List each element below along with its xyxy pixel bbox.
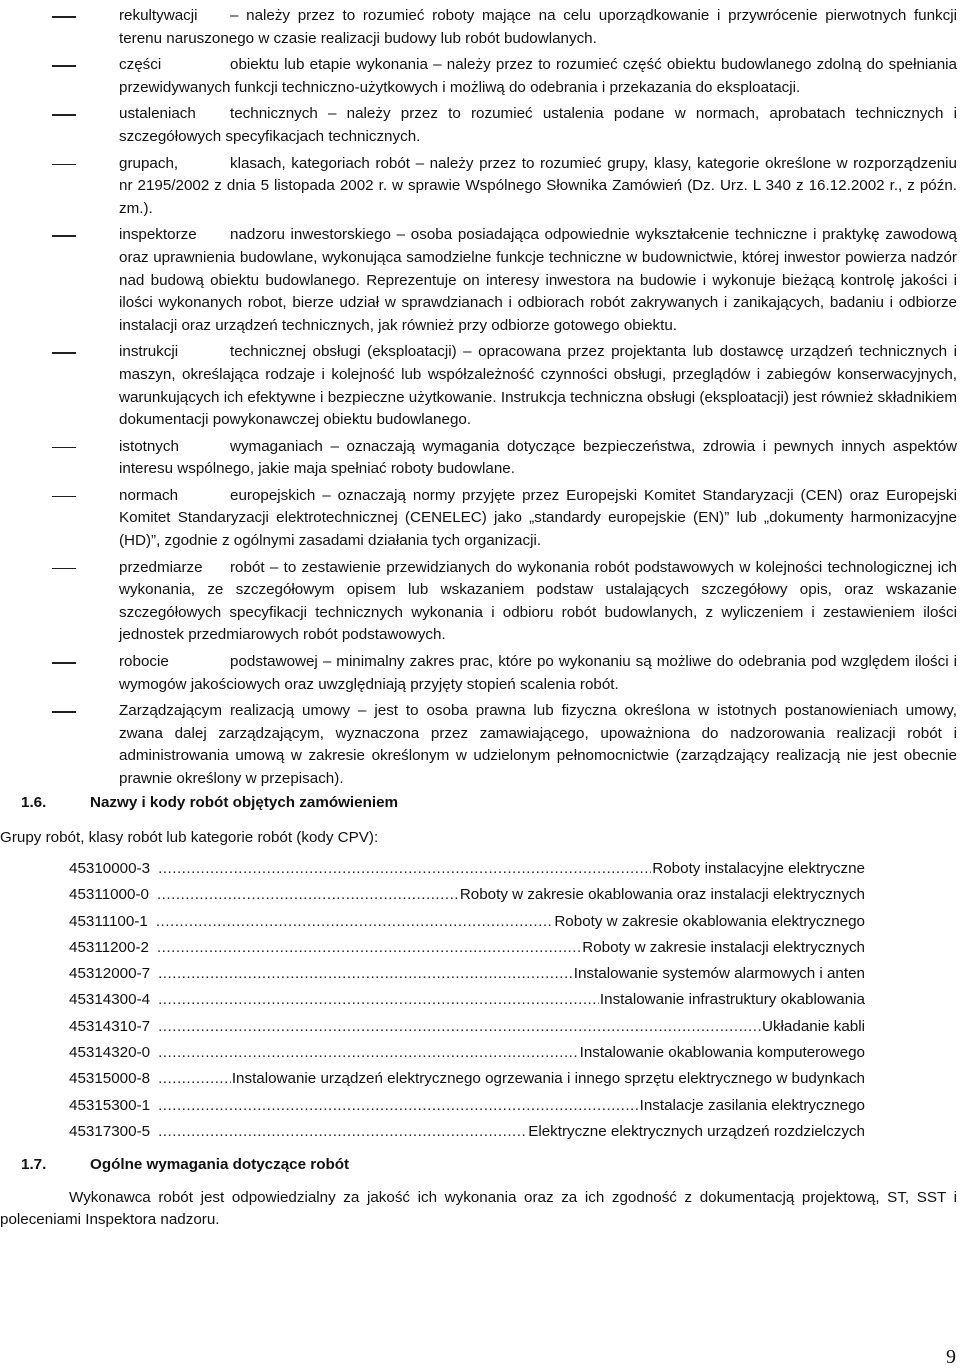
cpv-code: 45315300-1 xyxy=(69,1096,151,1114)
dot-leader xyxy=(157,884,459,906)
list-dash xyxy=(52,496,76,498)
section-heading-1-7 xyxy=(21,1154,349,1176)
list-dash xyxy=(52,16,76,18)
definition-text xyxy=(119,436,957,481)
cpv-row xyxy=(69,989,865,1015)
definition-body: technicznej obsługi (eksploatacji) – opracowana przez projektanta lub dostawcę urządzeń technicznych i maszyn, określająca rodzaje i kolejność lub współzależność czynności obsługi, przeglądów i zabiegów konserwacyjnych, warunkujących ich efektywne i bezpieczne użytkowanie. Instrukcja techniczna obsługi (eksploatacji) jest również składnikiem dokumentacji powykonawczej obiektu budowlanego. xyxy=(119,343,957,429)
cpv-name: Roboty w zakresie okablowania elektrycznego xyxy=(554,912,865,930)
definition-text xyxy=(119,54,957,99)
definition-term: instrukcji xyxy=(119,343,179,361)
definition-text xyxy=(119,5,957,50)
definition-item xyxy=(0,485,960,553)
list-dash xyxy=(52,352,76,354)
cpv-code: 45314300-4 xyxy=(69,991,151,1009)
cpv-name: Elektryczne elektrycznych urządzeń rozdzielczych xyxy=(528,1122,865,1140)
cpv-name: Instalowanie systemów alarmowych i anten xyxy=(573,965,865,983)
definition-text xyxy=(119,651,957,696)
section-title: Ogólne wymagania dotyczące robót xyxy=(90,1156,350,1173)
definition-body: obiektu lub etapie wykonania – należy przez to rozumieć część obiektu budowlanego zdolną do spełniania przewidywanych funkcji techniczno-użytkowych i możliwą do odebrania i przekazania do eksploatacji. xyxy=(119,56,957,96)
definition-item xyxy=(0,557,960,647)
cpv-code: 45311000-0 xyxy=(69,886,149,904)
cpv-name: Instalowanie okablowania komputerowego xyxy=(579,1044,865,1062)
cpv-row xyxy=(69,1095,865,1121)
definition-item xyxy=(0,436,960,481)
cpv-name: Instalowanie urządzeń elektrycznego ogrzewania i innego sprzętu elektrycznego w budynkach xyxy=(231,1070,865,1088)
definition-term: Zarządzającym xyxy=(119,702,222,720)
section-1-7-paragraph: Wykonawca robót jest odpowiedzialny za jakość ich wykonania oraz za ich zgodność z dokumentacją projektową, ST, SST i poleceniami Inspektora nadzoru. xyxy=(0,1189,957,1229)
cpv-row xyxy=(69,963,865,989)
list-dash xyxy=(52,164,76,166)
list-dash xyxy=(52,114,76,116)
definition-body: – należy przez to rozumieć roboty mające na celu uporządkowanie i przywrócenie pierwotnych funkcji terenu naruszonego w czasie realizacji budowy lub robót budowlanych. xyxy=(119,7,957,47)
definition-term: rekultywacji xyxy=(119,7,198,24)
definition-term: inspektorze xyxy=(119,226,197,244)
dot-leader xyxy=(158,1042,579,1064)
cpv-row xyxy=(69,1016,865,1042)
list-dash xyxy=(52,447,76,449)
definition-item xyxy=(0,224,960,337)
definition-item xyxy=(0,153,960,221)
list-dash xyxy=(52,711,76,713)
definition-item xyxy=(0,103,960,148)
dot-leader xyxy=(158,1121,527,1143)
definition-text xyxy=(119,557,957,647)
cpv-code: 45311200-2 xyxy=(69,938,149,956)
cpv-name: Instalowanie infrastruktury okablowania xyxy=(599,991,865,1009)
definition-item xyxy=(0,651,960,696)
dot-leader xyxy=(158,858,651,880)
definition-term: części xyxy=(119,56,162,74)
dot-leader xyxy=(158,1068,231,1090)
cpv-code: 45314310-7 xyxy=(69,1017,151,1035)
cpv-row xyxy=(69,937,865,963)
definition-item xyxy=(0,54,960,99)
definition-body: nadzoru inwestorskiego – osoba posiadająca odpowiednie wykształcenie techniczne i praktykę zawodową oraz uprawnienia budowlane, wykonująca samodzielne funkcje techniczne w budownictwie, której inwestor powierza nadzór nad budową obiektu budowlanego. Reprezentuje on interesy inwestora na budowie i wykonuje bieżącą kontrolę jakości i ilości wykonanych robot, bierze udział w sprawdzianach i odbiorach robót zakrywanych i zanikających, badaniu i odbiorze instalacji oraz urządzeń technicznych, jak również przy odbiorze gotowego obiektu. xyxy=(119,226,957,334)
list-dash xyxy=(52,65,76,67)
dot-leader xyxy=(158,989,599,1011)
dot-leader xyxy=(158,1016,761,1038)
cpv-row xyxy=(69,1121,865,1147)
cpv-row xyxy=(69,884,865,910)
definition-body: europejskich – oznaczają normy przyjęte przez Europejski Komitet Standaryzacji (CEN) oraz Europejski Komitet Standaryzacji elektrotechnicznej (CENELEC) jako „standardy europejskie (EN)” lub „dokumenty harmonizacyjne (HD)”, zgodnie z ogólnymi zasadami działania tych organizacji. xyxy=(119,486,957,550)
list-dash xyxy=(52,662,76,664)
definition-body: realizacją umowy – jest to osoba prawna lub fizyczna określona w istotnych postanowieniach umowy, zwana dalej zarządzającym, wyznaczona przez zamawiającego, upoważniona do nadzorowania realizacji robót i administrowania umową w zakresie określonym w udzielonym pełnomocnictwie (zarządzający realizacją nie jest obecnie prawnie określony w przepisach). xyxy=(119,702,957,787)
dot-leader xyxy=(156,911,554,933)
definition-term: istotnych xyxy=(119,437,179,455)
list-dash xyxy=(52,235,76,237)
dot-leader xyxy=(158,1095,639,1117)
cpv-name: Instalacje zasilania elektrycznego xyxy=(639,1096,865,1114)
section-heading-1-6 xyxy=(21,792,398,814)
definition-text xyxy=(119,700,957,790)
cpv-name: Roboty w zakresie instalacji elektrycznych xyxy=(582,938,865,956)
definition-term: przedmiarze xyxy=(119,558,203,576)
definition-body: klasach, kategoriach robót – należy przez to rozumieć grupy, klasy, kategorie określone w rozporządzeniu nr 2195/2002 z dnia 5 listopada 2002 r. w sprawie Wspólnego Słownika Zamówień (Dz. Urz. L 340 z 16.12.2002 r., z późn. zm.). xyxy=(119,154,957,217)
definition-term: robocie xyxy=(119,653,169,671)
definitions-list xyxy=(0,5,960,795)
definition-text xyxy=(119,341,957,431)
cpv-code: 45314320-0 xyxy=(69,1044,151,1062)
definition-text xyxy=(119,224,957,337)
definition-term: ustaleniach xyxy=(119,105,196,123)
cpv-code: 45312000-7 xyxy=(69,965,151,983)
cpv-list xyxy=(69,858,865,1147)
definition-body: technicznych – należy przez to rozumieć ustalenia podane w normach, aprobatach technicznych i szczegółowych specyfikacjach technicznych. xyxy=(119,105,957,145)
cpv-name: Roboty instalacyjne elektryczne xyxy=(652,860,865,877)
definition-body: wymaganiach – oznaczają wymagania dotyczące bezpieczeństwa, zdrowia i pewnych innych aspektów interesu wspólnego, jakie maja spełniać roboty budowlane. xyxy=(119,437,957,478)
definition-term: normach xyxy=(119,486,179,504)
cpv-name: Układanie kabli xyxy=(762,1017,865,1035)
definition-text xyxy=(119,153,957,221)
definition-item xyxy=(0,5,960,50)
cpv-row xyxy=(69,1042,865,1068)
definition-body: robót – to zestawienie przewidzianych do wykonania robót podstawowych w kolejności technologicznej ich wykonania, ze szczegółowym opisem lub wskazaniem podstaw ustalających szczegółowy opis, oraz wskazanie szczegółowych specyfikacji technicznych wykonania i odbioru robót budowlanych, z wyliczeniem i zestawieniem ilości jednostek przedmiarowych robót podstawowych. xyxy=(119,558,957,644)
definition-term: grupach, xyxy=(119,154,179,172)
section-number: 1.6. xyxy=(21,794,47,811)
definition-body: podstawowej – minimalny zakres prac, które po wykonaniu są możliwe do odebrania pod względem ilości i wymogów jakościowych oraz uwzględniają przyjęty stopień scalenia robót. xyxy=(119,653,957,693)
list-dash xyxy=(52,568,76,570)
definition-text xyxy=(119,103,957,148)
cpv-row xyxy=(69,1068,865,1094)
cpv-code: 45315000-8 xyxy=(69,1070,151,1088)
section-number: 1.7. xyxy=(21,1156,47,1173)
definition-item xyxy=(0,341,960,431)
cpv-code: 45311100-1 xyxy=(69,912,148,930)
cpv-code: 45317300-5 xyxy=(69,1122,151,1140)
cpv-row xyxy=(69,858,865,884)
cpv-row xyxy=(69,911,865,937)
definition-item xyxy=(0,700,960,790)
page-number: 9 xyxy=(946,1346,956,1368)
cpv-intro: Grupy robót, klasy robót lub kategorie robót (kody CPV): xyxy=(0,829,379,846)
dot-leader xyxy=(158,963,573,985)
cpv-name: Roboty w zakresie okablowania oraz instalacji elektrycznych xyxy=(459,886,865,904)
definition-text xyxy=(119,485,957,553)
cpv-code: 45310000-3 xyxy=(69,860,151,877)
section-title: Nazwy i kody robót objętych zamówieniem xyxy=(90,794,399,811)
dot-leader xyxy=(157,937,581,959)
